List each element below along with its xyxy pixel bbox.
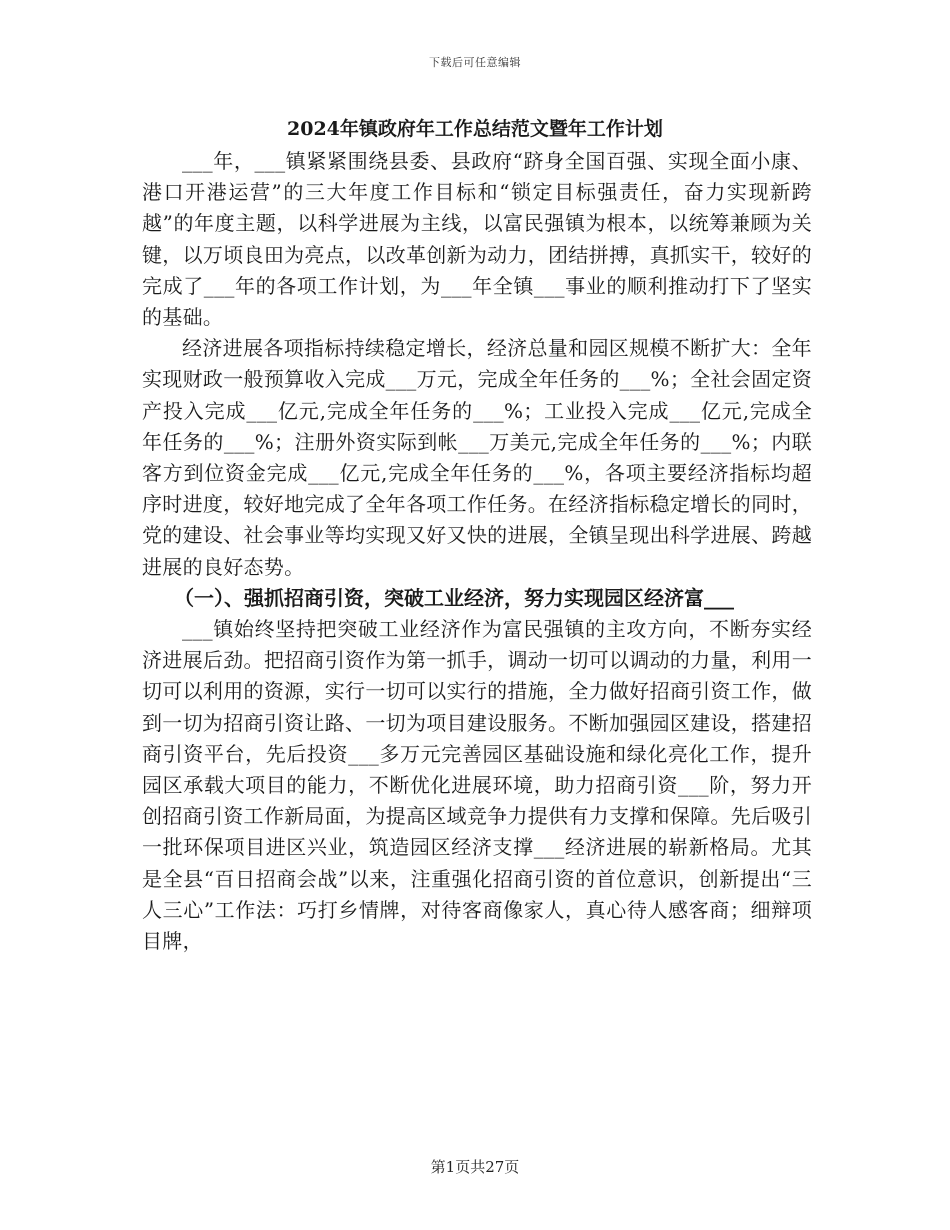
document-title: 2024年镇政府年工作总结范文暨年工作计划 bbox=[287, 118, 663, 140]
page-header-note: 下载后可任意编辑 bbox=[429, 56, 521, 69]
paragraph-economy: 经济进展各项指标持续稳定增长，经济总量和园区规模不断扩大：全年实现财政一般预算收入完成___万元，完成全年任务的___%；全社会固定资产投入完成___亿元,完成全年任务的___%；工业投入完成___亿元,完成全年任务的___%；注册外资实际到帐___万美元,完成全年任务的___%；内联客方到位资金完成___亿元,完成全年任务的___%，各项主要经济指标均超序时进度，较好地完成了全年各项工作任务。在经济指标稳定增长的同时，党的建设、社会事业等均实现又好又快的进展，全镇呈现出科学进展、跨越进展的良好态势。 bbox=[142, 336, 812, 579]
page-footer-number: 第1页共27页 bbox=[430, 1158, 520, 1176]
paragraph-intro: ___年，___镇紧紧围绕县委、县政府“跻身全国百强、实现全面小康、港口开港运营”的三大年度工作目标和“锁定目标强责任，奋力实现新跨越”的年度主题，以科学进展为主线，以富民强镇为根本，以统筹兼顾为关键，以万顷良田为亮点，以改革创新为动力，团结拼搏，真抓实干，较好的完成了___年的各项工作计划，为___年全镇___事业的顺利推动打下了坚实的基础。 bbox=[142, 149, 812, 330]
paragraph-investment: ___镇始终坚持把突破工业经济作为富民强镇的主攻方向，不断夯实经济进展后劲。把招商引资作为第一抓手，调动一切可以调动的力量，利用一切可以利用的资源，实行一切可以实行的措施，全力做好招商引资工作，做到一切为招商引资让路、一切为项目建设服务。不断加强园区建设，搭建招商引资平台，先后投资___多万元完善园区基础设施和绿化亮化工作，提升园区承载大项目的能力，不断优化进展环境，助力招商引资___阶，努力开创招商引资工作新局面，为提高区域竞争力提供有力支撑和保障。先后吸引一批环保项目进区兴业，筑造园区经济支撑___经济进展的崭新格局。尤其是全县“百日招商会战”以来，注重强化招商引资的首位意识，创新提出“三人三心”工作法：巧打乡情牌，对待客商像家人，真心待人感客商；细辩项目牌， bbox=[142, 617, 812, 954]
document-body bbox=[142, 112, 812, 957]
section-heading-1: （一）、强抓招商引资，突破工业经济，努力实现园区经济富___ bbox=[174, 585, 734, 610]
